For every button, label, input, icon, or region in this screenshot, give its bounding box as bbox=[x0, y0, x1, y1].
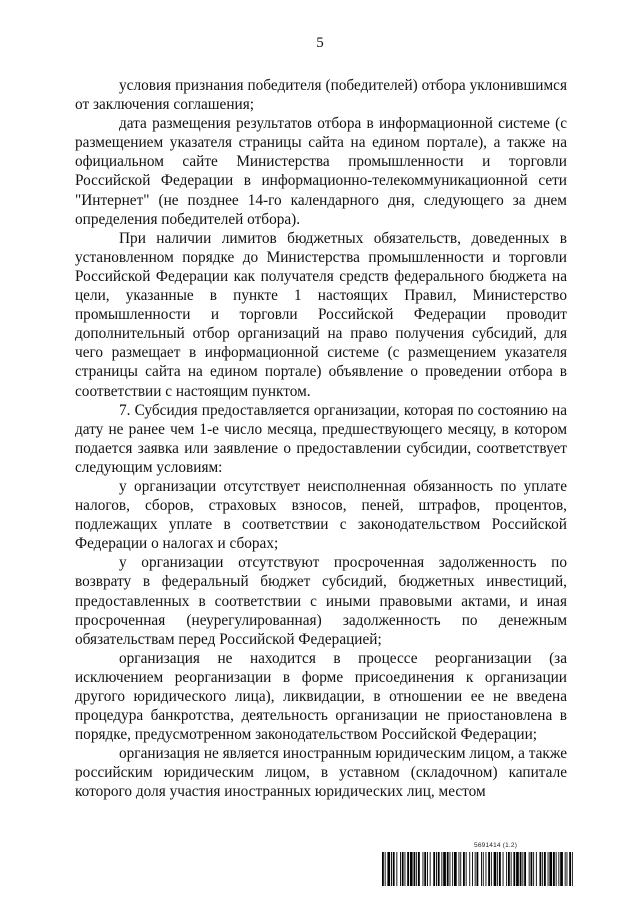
barcode-bar bbox=[483, 852, 484, 886]
document-body bbox=[75, 76, 567, 802]
barcode-bar bbox=[447, 852, 449, 886]
barcode-bar bbox=[427, 852, 428, 886]
paragraph-8: организация не является иностранным юридическим лицом, а также российским юридическим лицом, в уставном (складочном) капитале которого доля участия иностранных юридических лиц, местом bbox=[75, 745, 567, 801]
barcode-bar bbox=[536, 852, 537, 886]
barcode-bar bbox=[511, 852, 512, 886]
barcode-bar bbox=[416, 852, 417, 886]
barcode-bar bbox=[540, 852, 542, 886]
paragraph-5: у организации отсутствует неисполненная обязанность по уплате налогов, сборов, страховых взносов, пеней, штрафов, процентов, подлежащих уплате в соответствии с законодательством Российской Федерации о налогах и сборах; bbox=[75, 477, 567, 553]
barcode-bar bbox=[396, 852, 397, 886]
barcode-bar bbox=[560, 852, 563, 886]
barcode-bar bbox=[430, 852, 431, 886]
barcode-bar bbox=[391, 852, 392, 886]
barcode-bar bbox=[542, 852, 543, 886]
barcode-bar bbox=[414, 852, 416, 886]
barcode-bar bbox=[393, 852, 395, 886]
barcode-block bbox=[382, 842, 574, 886]
barcode-bar bbox=[459, 852, 460, 886]
barcode-bar bbox=[494, 852, 497, 886]
barcode-bar bbox=[524, 852, 526, 886]
paragraph-6: у организации отсутствуют просроченная задолженность по возврату в федеральный бюджет субсидий, бюджетных инвестиций, предоставленных в соответствии с иными правовыми актами, и иная просроченная (неурегулированная) задолженность по денежным обязательствам перед Российской Федерацией; bbox=[75, 554, 567, 648]
barcode-bar bbox=[382, 852, 384, 886]
barcode-bar bbox=[499, 852, 501, 886]
paragraph-4: 7. Субсидия предоставляется организации, которая по состоянию на дату не ранее чем 1-е число месяца, предшествующего месяцу, в котором подается заявка или заявление о предоставлении субсидии, соответствует следующим условиям: bbox=[75, 401, 567, 476]
barcode-bar bbox=[400, 852, 401, 886]
barcode-bar bbox=[452, 852, 453, 886]
paragraph-2: дата размещения результатов отбора в информационной системе (с размещением указателя страницы сайта на едином портале), а также на официальном сайте Министерства промышленности и торговли Российской Федерации в информационно-телекоммуникационной сети "Интернет" (не позднее 14-го календарного дня, следующего за днем определения победителей отбора). bbox=[75, 115, 567, 228]
barcode-bar bbox=[463, 852, 465, 886]
barcode-bar bbox=[506, 852, 507, 886]
barcode-bar bbox=[520, 852, 522, 886]
barcode-bar bbox=[454, 852, 457, 886]
barcode-bar bbox=[469, 852, 470, 886]
page-number: 5 bbox=[316, 35, 324, 51]
barcode-bar bbox=[423, 852, 424, 886]
barcode-bar bbox=[533, 852, 534, 886]
barcode-bar bbox=[556, 852, 557, 886]
barcode-bar bbox=[433, 852, 435, 886]
barcode-bar bbox=[477, 852, 479, 886]
barcode-bar bbox=[466, 852, 467, 886]
paragraph-3: При наличии лимитов бюджетных обязательств, доведенных в установленном порядке до Министерства промышленности и торговли Российской Федерации как получателя средств федерального бюджета на цели, указанные в пункте 1 настоящих Правил, Министерство промышленности и торговли Российской Федерации проводит дополнительный отбор организаций на право получения субсидий, для чего размещает в информационной системе (с размещением указателя страницы сайта на едином портале) объявление о проведении отбора в соответствии с настоящим пунктом. bbox=[75, 229, 567, 400]
barcode-bar bbox=[441, 852, 442, 886]
barcode-bar bbox=[544, 852, 546, 886]
barcode-bar bbox=[516, 852, 519, 886]
barcode-label: 5691414 (1.2) bbox=[474, 842, 518, 849]
barcode-bar bbox=[481, 852, 482, 886]
barcode-bar bbox=[410, 852, 413, 886]
barcode-bar bbox=[548, 852, 549, 886]
barcode-bar bbox=[424, 852, 426, 886]
paragraph-1: условия признания победителя (победителей) отбора уклонившимся от заключения соглашения; bbox=[75, 77, 567, 114]
barcode-bar bbox=[385, 852, 386, 886]
barcode-bar bbox=[549, 852, 552, 886]
barcode-bar bbox=[488, 852, 490, 886]
barcode-bar bbox=[529, 852, 530, 886]
barcode-bar bbox=[522, 852, 523, 886]
barcode-bar bbox=[407, 852, 409, 886]
barcode-bar bbox=[531, 852, 533, 886]
barcode-bar bbox=[438, 852, 440, 886]
barcode-bar bbox=[553, 852, 555, 886]
barcode-bar bbox=[565, 852, 566, 886]
barcode-bar bbox=[443, 852, 446, 886]
barcode-bar bbox=[387, 852, 390, 886]
barcode-bar bbox=[418, 852, 420, 886]
barcode-bar bbox=[508, 852, 510, 886]
barcode-bar bbox=[460, 852, 461, 886]
barcode-bar bbox=[572, 852, 573, 886]
barcode-bar bbox=[567, 852, 568, 886]
paragraph-7: организация не находится в процессе реорганизации (за исключением реорганизации в форме присоединения к организации другого юридического лица), ликвидации, в отношении ее не введена процедура банкротства, деятельность организации не приостановлена в порядке, предусмотренном законодательством Российской Федерации; bbox=[75, 649, 567, 744]
barcode-bar bbox=[491, 852, 492, 886]
barcode-bar bbox=[497, 852, 498, 886]
barcode-bar bbox=[405, 852, 406, 886]
barcode-bar bbox=[402, 852, 404, 886]
barcode-bar bbox=[513, 852, 515, 886]
barcode-bar bbox=[569, 852, 571, 886]
barcode-icon bbox=[382, 852, 574, 886]
barcode-bar bbox=[436, 852, 437, 886]
barcode-bar bbox=[486, 852, 487, 886]
barcode-bar bbox=[503, 852, 504, 886]
barcode-bar bbox=[472, 852, 473, 886]
barcode-bar bbox=[558, 852, 559, 886]
barcode-bar bbox=[450, 852, 451, 886]
barcode-bar bbox=[475, 852, 476, 886]
